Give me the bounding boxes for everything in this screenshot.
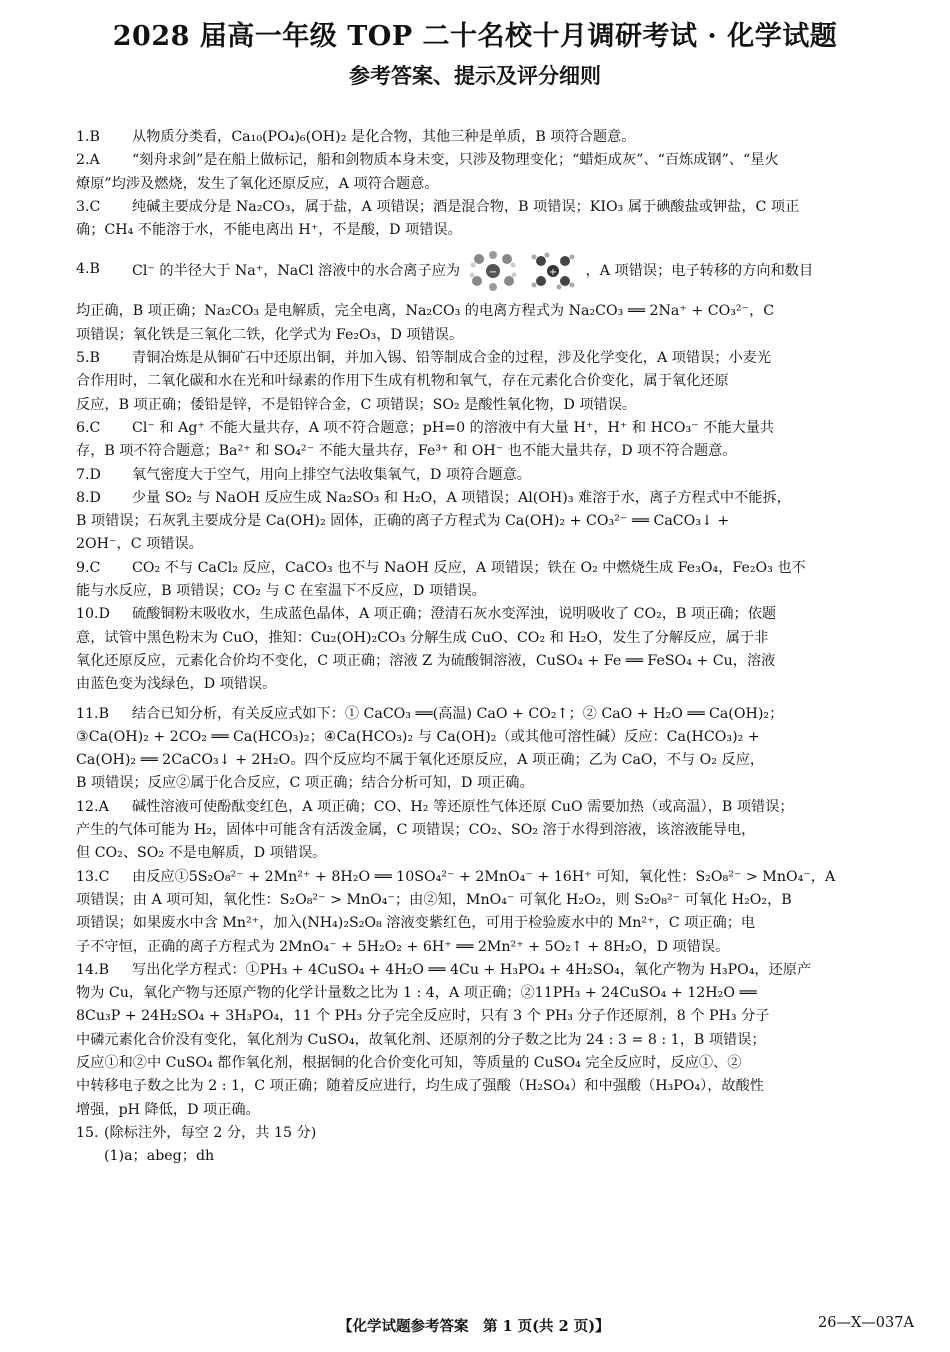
answer-text: 由蓝色变为浅绿色，D 项错误。: [76, 676, 277, 693]
answer-text: 青铜冶炼是从铜矿石中还原出铜，并加入锡、铅等制成合金的过程，涉及化学变化，A 项错误；小麦光: [132, 350, 772, 367]
answer-text: 确；CH₄ 不能溶于水，不能电离出 H⁺，不是酸，D 项错误。: [76, 222, 462, 239]
answer-number: 3.C: [76, 198, 101, 215]
answer-number: 2.A: [76, 152, 100, 169]
answer-item-5: [76, 347, 936, 417]
answer-item-7: [76, 464, 936, 487]
answer-text: 写出化学方程式：①PH₃ + 4CuSO₄ + 4H₂O ══ 4Cu + H₃PO₄ + 4H₂SO₄，氧化产物为 H₃PO₄，还原产: [132, 961, 812, 978]
answer-item-14: [76, 959, 936, 1122]
answer-number: 7.D: [76, 466, 101, 483]
answer-text: (1)a；abeg；dh: [104, 1148, 215, 1165]
answer-text: 2OH⁻，C 项错误。: [76, 536, 203, 553]
answer-item-2: [76, 149, 936, 196]
answer-text: 物为 Cu，氧化产物与还原产物的化学计量数之比为 1 : 4，A 项正确；②11PH₃ + 24CuSO₄ + 12H₂O ══: [76, 985, 757, 1002]
answer-number: 11.B: [76, 705, 109, 722]
svg-text:−: −: [488, 267, 497, 279]
answer-text: ，A 项错误；电子转移的方向和数目: [585, 263, 814, 280]
hydrated-sodium-ion-figure: [527, 251, 579, 291]
answer-text: 8Cu₃P + 24H₂SO₄ + 3H₃PO₄，11 个 PH₃ 分子完全反应时，只有 3 个 PH₃ 分子作还原剂，8 个 PH₃ 分子: [76, 1008, 770, 1025]
answer-item-13: [76, 866, 936, 959]
answer-text: “刻舟求剑”是在船上做标记，船和剑物质本身未变，只涉及物理变化；“蜡炬成灰”、“百炼成钢”、“星火: [132, 152, 779, 169]
answer-text: 产生的气体可能为 H₂，固体中可能含有活泼金属，C 项错误；CO₂、SO₂ 溶于水得到溶液，该溶液能导电，: [76, 822, 756, 839]
footer-doc-code: 26—X—037A: [818, 1315, 914, 1331]
answer-text: 合作用时，二氧化碳和水在光和叶绿素的作用下生成有机物和氧气，存在元素化合价变化，属于氧化还原: [76, 373, 729, 390]
answer-text: 增强，pH 降低，D 项正确。: [76, 1101, 260, 1118]
answer-item-11: [76, 703, 936, 796]
answer-text: 意，试管中黑色粉末为 CuO，推知：Cu₂(OH)₂CO₃ 分解生成 CuO、CO₂ 和 H₂O，发生了分解反应，属于非: [76, 629, 769, 646]
answer-text: 氧化还原反应，元素化合价均不变化，C 项正确；溶液 Z 为硫酸铜溶液，CuSO₄ + Fe ══ FeSO₄ + Cu，溶液: [76, 652, 776, 669]
answer-item-6: [76, 417, 936, 464]
answer-number: 8.D: [76, 489, 101, 506]
answer-text: 均正确，B 项正确；Na₂CO₃ 是电解质，完全电离，Na₂CO₃ 的电离方程式为 Na₂CO₃ ══ 2Na⁺ + CO₃²⁻，C: [76, 303, 775, 320]
answer-text: 项错误；由 A 项可知，氧化性：S₂O₈²⁻ > MnO₄⁻；由②知，MnO₄⁻ 可氧化 H₂O₂，则 S₂O₈²⁻ 可氧化 H₂O₂，B: [76, 891, 792, 908]
answer-number: 15.: [76, 1124, 99, 1141]
answer-text: 由反应①5S₂O₈²⁻ + 2Mn²⁺ + 8H₂O ══ 10SO₄²⁻ + 2MnO₄⁻ + 16H⁺ 可知，氧化性：S₂O₈²⁻ > MnO₄⁻，A: [132, 868, 836, 885]
answer-text: 纯碱主要成分是 Na₂CO₃，属于盐，A 项错误；酒是混合物，B 项错误；KIO₃ 属于碘酸盐或钾盐，C 项正: [132, 198, 800, 215]
answer-item-10: [76, 603, 936, 696]
answer-text: 项错误；如果废水中含 Mn²⁺，加入(NH₄)₂S₂O₈ 溶液变紫红色，可用于检验废水中的 Mn²⁺，C 项正确；电: [76, 915, 756, 932]
answer-text: Ca(OH)₂ ══ 2CaCO₃↓ + 2H₂O。四个反应均不属于氧化还原反应，A 项正确；乙为 CaO，不与 O₂ 反应，: [76, 752, 765, 769]
answer-text: 燎原”均涉及燃烧，发生了氧化还原反应，A 项符合题意。: [76, 175, 439, 192]
answer-text: CO₂ 不与 CaCl₂ 反应，CaCO₃ 也不与 NaOH 反应，A 项错误；铁在 O₂ 中燃烧生成 Fe₃O₄，Fe₂O₃ 也不: [132, 559, 806, 576]
answer-number: 12.A: [76, 798, 109, 815]
answer-text: 碱性溶液可使酚酞变红色，A 项正确；CO、H₂ 等还原性气体还原 CuO 需要加热（或高温），B 项错误；: [132, 798, 794, 815]
answer-text: Cl⁻ 和 Ag⁺ 不能大量共存，A 项不符合题意；pH=0 的溶液中有大量 H⁺，H⁺ 和 HCO₃⁻ 不能大量共: [132, 419, 775, 436]
svg-text:+: +: [548, 267, 558, 279]
answer-text: 能与水反应，B 项错误；CO₂ 与 C 在室温下不反应，D 项错误。: [76, 583, 486, 600]
answer-number: 10.D: [76, 606, 110, 623]
answer-item-4: [76, 248, 936, 347]
answer-item-3: [76, 196, 936, 243]
answer-text: 中转移电子数之比为 2 : 1，C 项正确；随着反应进行，均生成了强酸（H₂SO₄）和中强酸（H₃PO₄），故酸性: [76, 1078, 764, 1095]
answer-number: 13.C: [76, 868, 110, 885]
answer-number: 6.C: [76, 419, 101, 436]
answer-item-15: [76, 1122, 936, 1169]
answer-text: 存，B 项不符合题意；Ba²⁺ 和 SO₄²⁻ 不能大量共存，Fe³⁺ 和 OH⁻ 也不能大量共存，D 项不符合题意。: [76, 443, 737, 460]
answer-number: 9.C: [76, 559, 101, 576]
page-title: 2028 届高一年级 TOP 二十名校十月调研考试 · 化学试题: [112, 21, 838, 52]
answer-text: Cl⁻ 的半径大于 Na⁺，NaCl 溶液中的水合离子应为: [132, 263, 461, 280]
answer-number: 14.B: [76, 961, 109, 978]
answer-text: 项错误；氧化铁是三氧化二铁，化学式为 Fe₂O₃，D 项错误。: [76, 326, 464, 343]
answer-list: [76, 126, 936, 1168]
answer-text: 硫酸铜粉末吸收水，生成蓝色晶体，A 项正确；澄清石灰水变浑浊，说明吸收了 CO₂，B 项正确；依题: [132, 606, 777, 623]
footer-page-label: 【化学试题参考答案 第 1 页(共 2 页)】: [338, 1318, 610, 1335]
answer-text: 少量 SO₂ 与 NaOH 反应生成 Na₂SO₃ 和 H₂O，A 项错误；Al(OH)₃ 难溶于水，离子方程式中不能拆，: [132, 489, 791, 506]
answer-number: 4.B: [76, 261, 100, 278]
answer-text: 中磷元素化合价没有变化，氧化剂为 CuSO₄，故氧化剂、还原剂的分子数之比为 24 : 3 = 8 : 1，B 项错误；: [76, 1031, 766, 1048]
answer-text: 反应①和②中 CuSO₄ 都作氧化剂，根据铜的化合价变化可知，等质量的 CuSO₄ 完全反应时，反应①、②: [76, 1054, 742, 1071]
answer-item-8: [76, 487, 936, 557]
answer-text: (除标注外，每空 2 分，共 15 分): [104, 1124, 317, 1141]
answer-text: B 项错误；石灰乳主要成分是 Ca(OH)₂ 固体，正确的离子方程式为 Ca(OH)₂ + CO₃²⁻ ══ CaCO₃↓ +: [76, 513, 730, 530]
answer-text: 反应，B 项正确；倭铅是锌，不是铅锌合金，C 项错误；SO₂ 是酸性氧化物，D 项错误。: [76, 396, 637, 413]
answer-number: 1.B: [76, 129, 100, 145]
answer-text: 氧气密度大于空气，用向上排空气法收集氧气，D 项符合题意。: [132, 466, 531, 483]
page-subtitle: 参考答案、提示及评分细则: [349, 63, 601, 88]
answer-item-12: [76, 796, 936, 866]
answer-text: 结合已知分析，有关反应式如下：① CaCO₃ ══(高温) CaO + CO₂↑；② CaO + H₂O ══ Ca(OH)₂；: [132, 705, 784, 722]
answer-text: 但 CO₂、SO₂ 不是电解质，D 项错误。: [76, 845, 327, 862]
hydrated-chloride-ion-figure: [467, 251, 519, 291]
answer-item-9: [76, 557, 936, 604]
answer-number: 5.B: [76, 350, 100, 367]
answer-text: ③Ca(OH)₂ + 2CO₂ ══ Ca(HCO₃)₂；④Ca(HCO₃)₂ 与 Ca(OH)₂（或其他可溶性碱）反应：Ca(HCO₃)₂ +: [76, 728, 760, 745]
answer-item-1: [76, 126, 936, 149]
answer-text: B 项错误；反应②属于化合反应，C 项正确；结合分析可知，D 项正确。: [76, 775, 534, 792]
answer-text: 子不守恒，正确的离子方程式为 2MnO₄⁻ + 5H₂O₂ + 6H⁺ ══ 2Mn²⁺ + 5O₂↑ + 8H₂O，D 项错误。: [76, 938, 730, 955]
answer-text: 从物质分类看，Ca₁₀(PO₄)₆(OH)₂ 是化合物，其他三种是单质，B 项符合题意。: [132, 129, 636, 145]
